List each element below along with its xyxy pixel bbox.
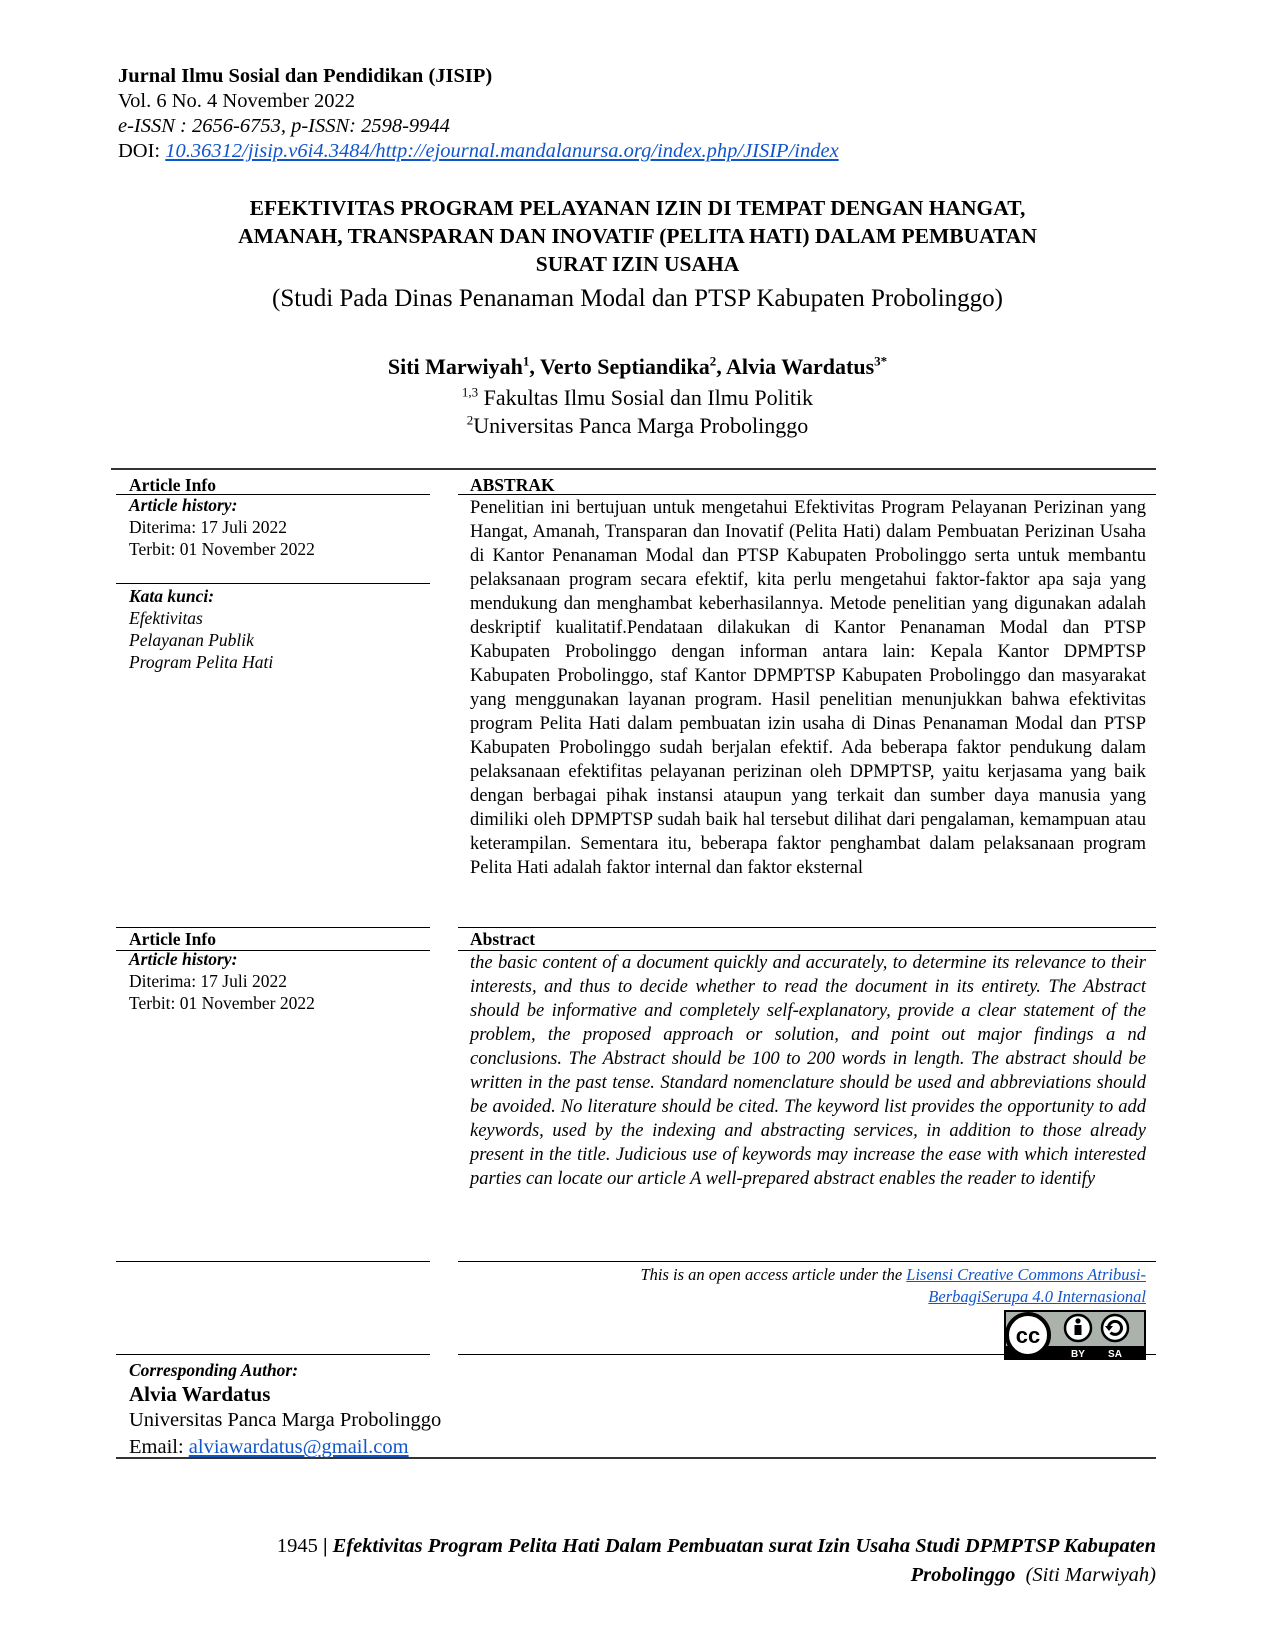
corr-left-rule: [116, 1354, 430, 1355]
corresponding-name: Alvia Wardatus: [129, 1382, 271, 1406]
keywords-block: [129, 586, 429, 673]
received-date: Diterima: 17 Juli 2022: [129, 971, 287, 991]
abstrak-heading: ABSTRAK: [470, 475, 555, 495]
affiliation-sup: 2: [466, 412, 474, 428]
author-separator: ,: [529, 354, 541, 379]
abstract-heading: Abstract: [470, 929, 536, 949]
article-info-id: [129, 475, 429, 560]
cc-badge-icon: [1004, 1310, 1146, 1360]
license-link[interactable]: BerbagiSerupa 4.0 Internasional: [928, 1287, 1146, 1306]
journal-header: [118, 64, 1118, 164]
corresponding-institution: Universitas Panca Marga Probolinggo: [129, 1409, 442, 1431]
doi-link[interactable]: 10.36312/jisip.v6i4.3484/http://ejournal.mandalanursa.org/index.php/JISIP/index: [165, 140, 839, 162]
keywords-label: Kata kunci:: [129, 586, 215, 606]
affiliation-sup: 1,3: [461, 384, 479, 400]
corresponding-email-line: [129, 1434, 829, 1461]
author-name: Siti Marwiyah: [387, 354, 523, 379]
published-date: Terbit: 01 November 2022: [129, 539, 315, 559]
affiliations: [100, 384, 1175, 440]
article-history-label: Article history:: [129, 495, 238, 515]
article-info-en: [129, 929, 429, 1014]
journal-name: Jurnal Ilmu Sosial dan Pendidikan (JISIP): [118, 65, 493, 87]
abstract-text: the basic content of a document quickly and accurately, to determine its relevance to their interests, and thus to decide whether to read the document in its entirety. The Abstract should be informative and completely self-explanatory, provide a clear statement of the problem, the proposed approach or solution, and point out major findings a nd conclusions. The Abstract should be 100 to 200 words in length. The abstract should be written in the past tense. Standard nomenclature should be used and abbreviations should be avoided. No literature should be cited. The keyword list provides the opportunity to add keywords, used by the indexing and abstracting services, in addition to those already present in the title. Judicious use of keywords may increase the ease with which interested parties can locate our article A well-prepared abstract enables the reader to identify: [470, 953, 1146, 1189]
license-line: [460, 1264, 1146, 1286]
article-info-heading: Article Info: [129, 929, 216, 949]
published-date: Terbit: 01 November 2022: [129, 993, 315, 1013]
cc-by-sa-badge[interactable]: [1004, 1310, 1146, 1365]
title-line: AMANAH, TRANSPARAN DAN INOVATIF (PELITA HATI) DALAM PEMBUATAN: [238, 224, 1037, 248]
journal-doi-line: [118, 139, 1118, 164]
author-sup: 2: [709, 353, 717, 369]
page-footer: [160, 1532, 1156, 1590]
journal-volume: Vol. 6 No. 4 November 2022: [118, 90, 356, 112]
affiliation-text: Universitas Panca Marga Probolinggo: [473, 413, 809, 438]
keyword-item: Program Pelita Hati: [129, 652, 274, 672]
abstrak-text: Penelitian ini bertujuan untuk mengetahui Efektivitas Program Pelayanan Perizinan yang Hangat, Amanah, Transparan dan Inovatif (Pelita Hati) dalam Pembuatan Perizinan Usaha di Kantor Penanaman Modal dan PTSP Kabupaten Probolinggo serta untuk membantu pelaksanaan program secara efektif, kita perlu mengetahui faktor-faktor apa saja yang mendukung dan menghambat keberhasilannya. Metode penelitian yang digunakan adalah deskriptif kualitatif.Pendataan dilakukan di Kantor Penanaman Modal dan PTSP Kabupaten Probolinggo dengan informan antara lain: Kepala Kantor DPMPTSP Kabupaten Probolinggo, staf Kantor DPMPTSP Kabupaten Probolinggo dan masyarakat yang menggunakan layanan program. Hasil penelitian menunjukkan bahwa efektivitas program Pelita Hati dalam pembuatan izin usaha di Dinas Penanaman Modal dan PTSP Kabupaten Probolinggo sudah berjalan efektif. Ada beberapa faktor pendukung dalam pelaksanaan efektifitas pelayanan perizinan oleh DPMPTSP, yaitu kerjasama yang baik dengan berbagai pihak instansi ataupun yang terkait dan sumber daya manusia yang dimiliki oleh DPMPTSP sudah baik hal tersebut dilihat dari pengalaman, kemampuan atau keterampilan. Sementara itu, beberapa faktor penghambat dalam pelaksanaan program Pelita Hati adalah faktor internal dan faktor eksternal: [470, 498, 1146, 878]
svg-text:BY: BY: [1071, 1349, 1085, 1360]
affiliation-text: Fakultas Ilmu Sosial dan Ilmu Politik: [478, 385, 814, 410]
svg-text:cc: cc: [1015, 1323, 1041, 1348]
corresponding-author: [129, 1359, 829, 1461]
author-name: Verto Septiandika: [540, 354, 710, 379]
email-label: Email:: [129, 1436, 189, 1458]
license-prefix: This is an open access article under the: [640, 1265, 907, 1284]
article-info-heading: Article Info: [129, 475, 216, 495]
title-line: SURAT IZIN USAHA: [535, 252, 740, 276]
footer-title: Efektivitas Program Pelita Hati Dalam Pembuatan surat Izin Usaha Studi DPMPTSP Kabupaten Probolinggo: [332, 1535, 1156, 1586]
corresponding-label: Corresponding Author:: [129, 1360, 299, 1380]
author-sup: 3*: [874, 353, 888, 369]
author-separator: ,: [716, 354, 727, 379]
keyword-item: Pelayanan Publik: [129, 630, 254, 650]
keywords-rule: [116, 583, 430, 584]
affiliation-line: [100, 412, 1175, 440]
abstract-en-rule-top: [458, 927, 1156, 928]
top-rule: [111, 468, 1156, 470]
article-subtitle: (Studi Pada Dinas Penanaman Modal dan PTSP Kabupaten Probolinggo): [272, 285, 1003, 312]
license-link[interactable]: Lisensi Creative Commons Atribusi-: [906, 1265, 1146, 1284]
left-bottom-rule: [116, 1261, 430, 1262]
doi-label: DOI:: [118, 140, 166, 162]
received-date: Diterima: 17 Juli 2022: [129, 517, 287, 537]
license-note: [460, 1264, 1146, 1308]
info-en-rule-top: [116, 927, 430, 928]
author-name: Alvia Wardatus: [726, 354, 875, 379]
author-list: [100, 353, 1175, 381]
license-rule: [458, 1261, 1156, 1262]
page-number: 1945: [276, 1535, 318, 1557]
keyword-item: Efektivitas: [129, 608, 203, 628]
svg-text:SA: SA: [1108, 1349, 1122, 1360]
email-link[interactable]: alviawardatus@gmail.com: [188, 1436, 409, 1458]
affiliation-line: [100, 384, 1175, 412]
author-sup: 1: [522, 353, 530, 369]
footer-author: (Siti Marwiyah): [1025, 1564, 1156, 1586]
title-line: EFEKTIVITAS PROGRAM PELAYANAN IZIN DI TEMPAT DENGAN HANGAT,: [249, 196, 1026, 220]
journal-issn: e-ISSN : 2656-6753, p-ISSN: 2598-9944: [118, 115, 450, 137]
article-title: [100, 194, 1175, 278]
footer-separator: |: [317, 1535, 333, 1557]
article-history-label: Article history:: [129, 949, 238, 969]
license-line: [460, 1286, 1146, 1308]
